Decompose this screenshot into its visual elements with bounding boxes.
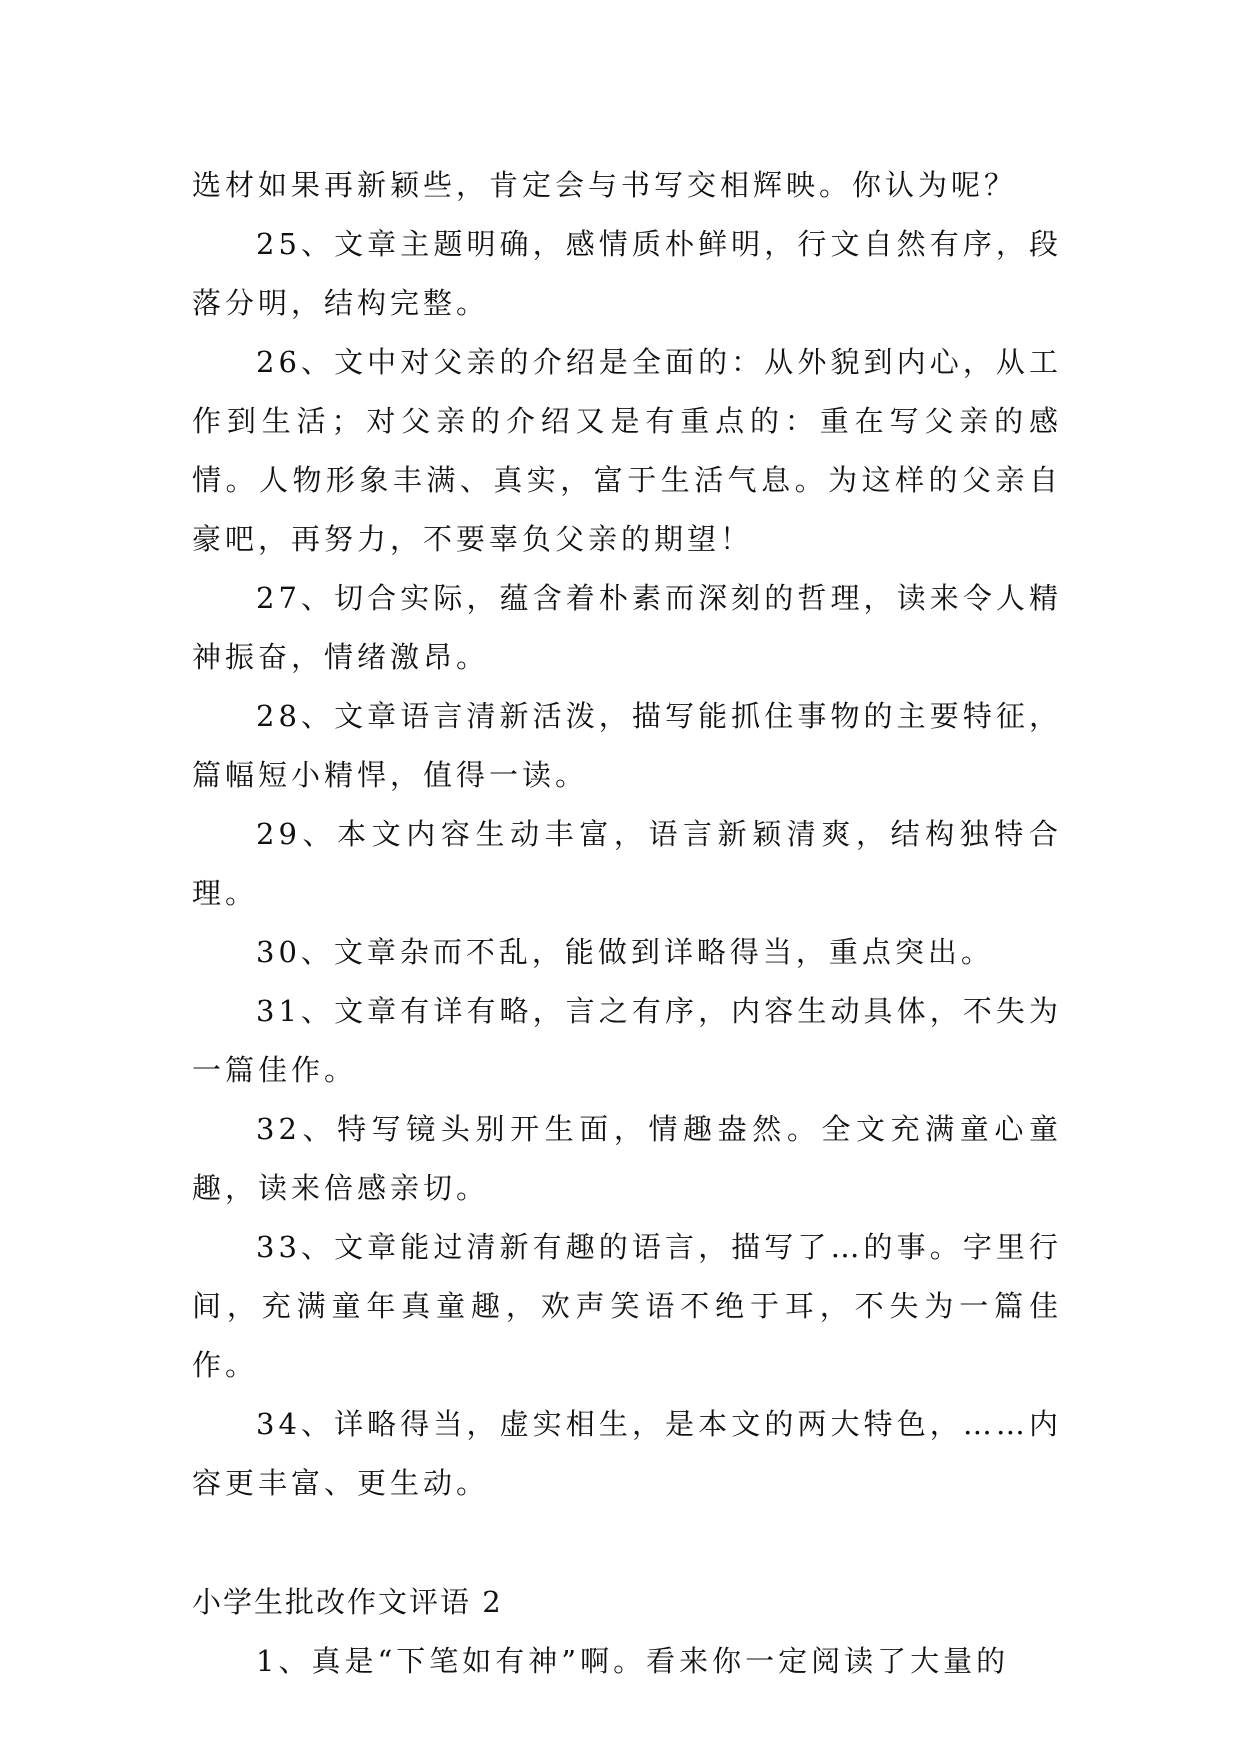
comment-28: 28、文章语言清新活泼，描写能抓住事物的主要特征，篇幅短小精悍，值得一读。 <box>192 699 1062 792</box>
comment-29: 29、本文内容生动丰富，语言新颖清爽，结构独特合理。 <box>192 817 1062 910</box>
comment-32: 32、特写镜头别开生面，情趣盎然。全文充满童心童趣，读来倍感亲切。 <box>192 1112 1062 1205</box>
comment-30: 30、文章杂而不乱，能做到详略得当，重点突出。 <box>256 935 994 969</box>
comment-34: 34、详略得当，虚实相生，是本文的两大特色，……内容更丰富、更生动。 <box>192 1407 1062 1500</box>
comment-31: 31、文章有详有略，言之有序，内容生动具体，不失为一篇佳作。 <box>192 994 1062 1087</box>
section2-comment-1: 1、真是“下笔如有神”啊。看来你一定阅读了大量的 <box>256 1644 1010 1678</box>
comment-33: 33、文章能过清新有趣的语言，描写了…的事。字里行间，充满童年真童趣，欢声笑语不绝于耳，不失为一篇佳作。 <box>192 1230 1062 1382</box>
comment-26: 26、文中对父亲的介绍是全面的：从外貌到内心，从工作到生活；对父亲的介绍又是有重点的：重在写父亲的感情。人物形象丰满、真实，富于生活气息。为这样的父亲自豪吧，再努力，不要辜负父亲的期望！ <box>192 345 1062 556</box>
document-body <box>192 156 1062 1691</box>
comment-25: 25、文章主题明确，感情质朴鲜明，行文自然有序，段落分明，结构完整。 <box>192 227 1062 320</box>
section-heading: 小学生批改作文评语 2 <box>192 1585 503 1619</box>
section-spacer <box>192 1513 1062 1573</box>
paragraph-continuation: 选材如果再新颖些，肯定会与书写交相辉映。你认为呢？ <box>192 168 1018 202</box>
comment-27: 27、切合实际，蕴含着朴素而深刻的哲理，读来令人精神振奋，情绪激昂。 <box>192 581 1062 674</box>
